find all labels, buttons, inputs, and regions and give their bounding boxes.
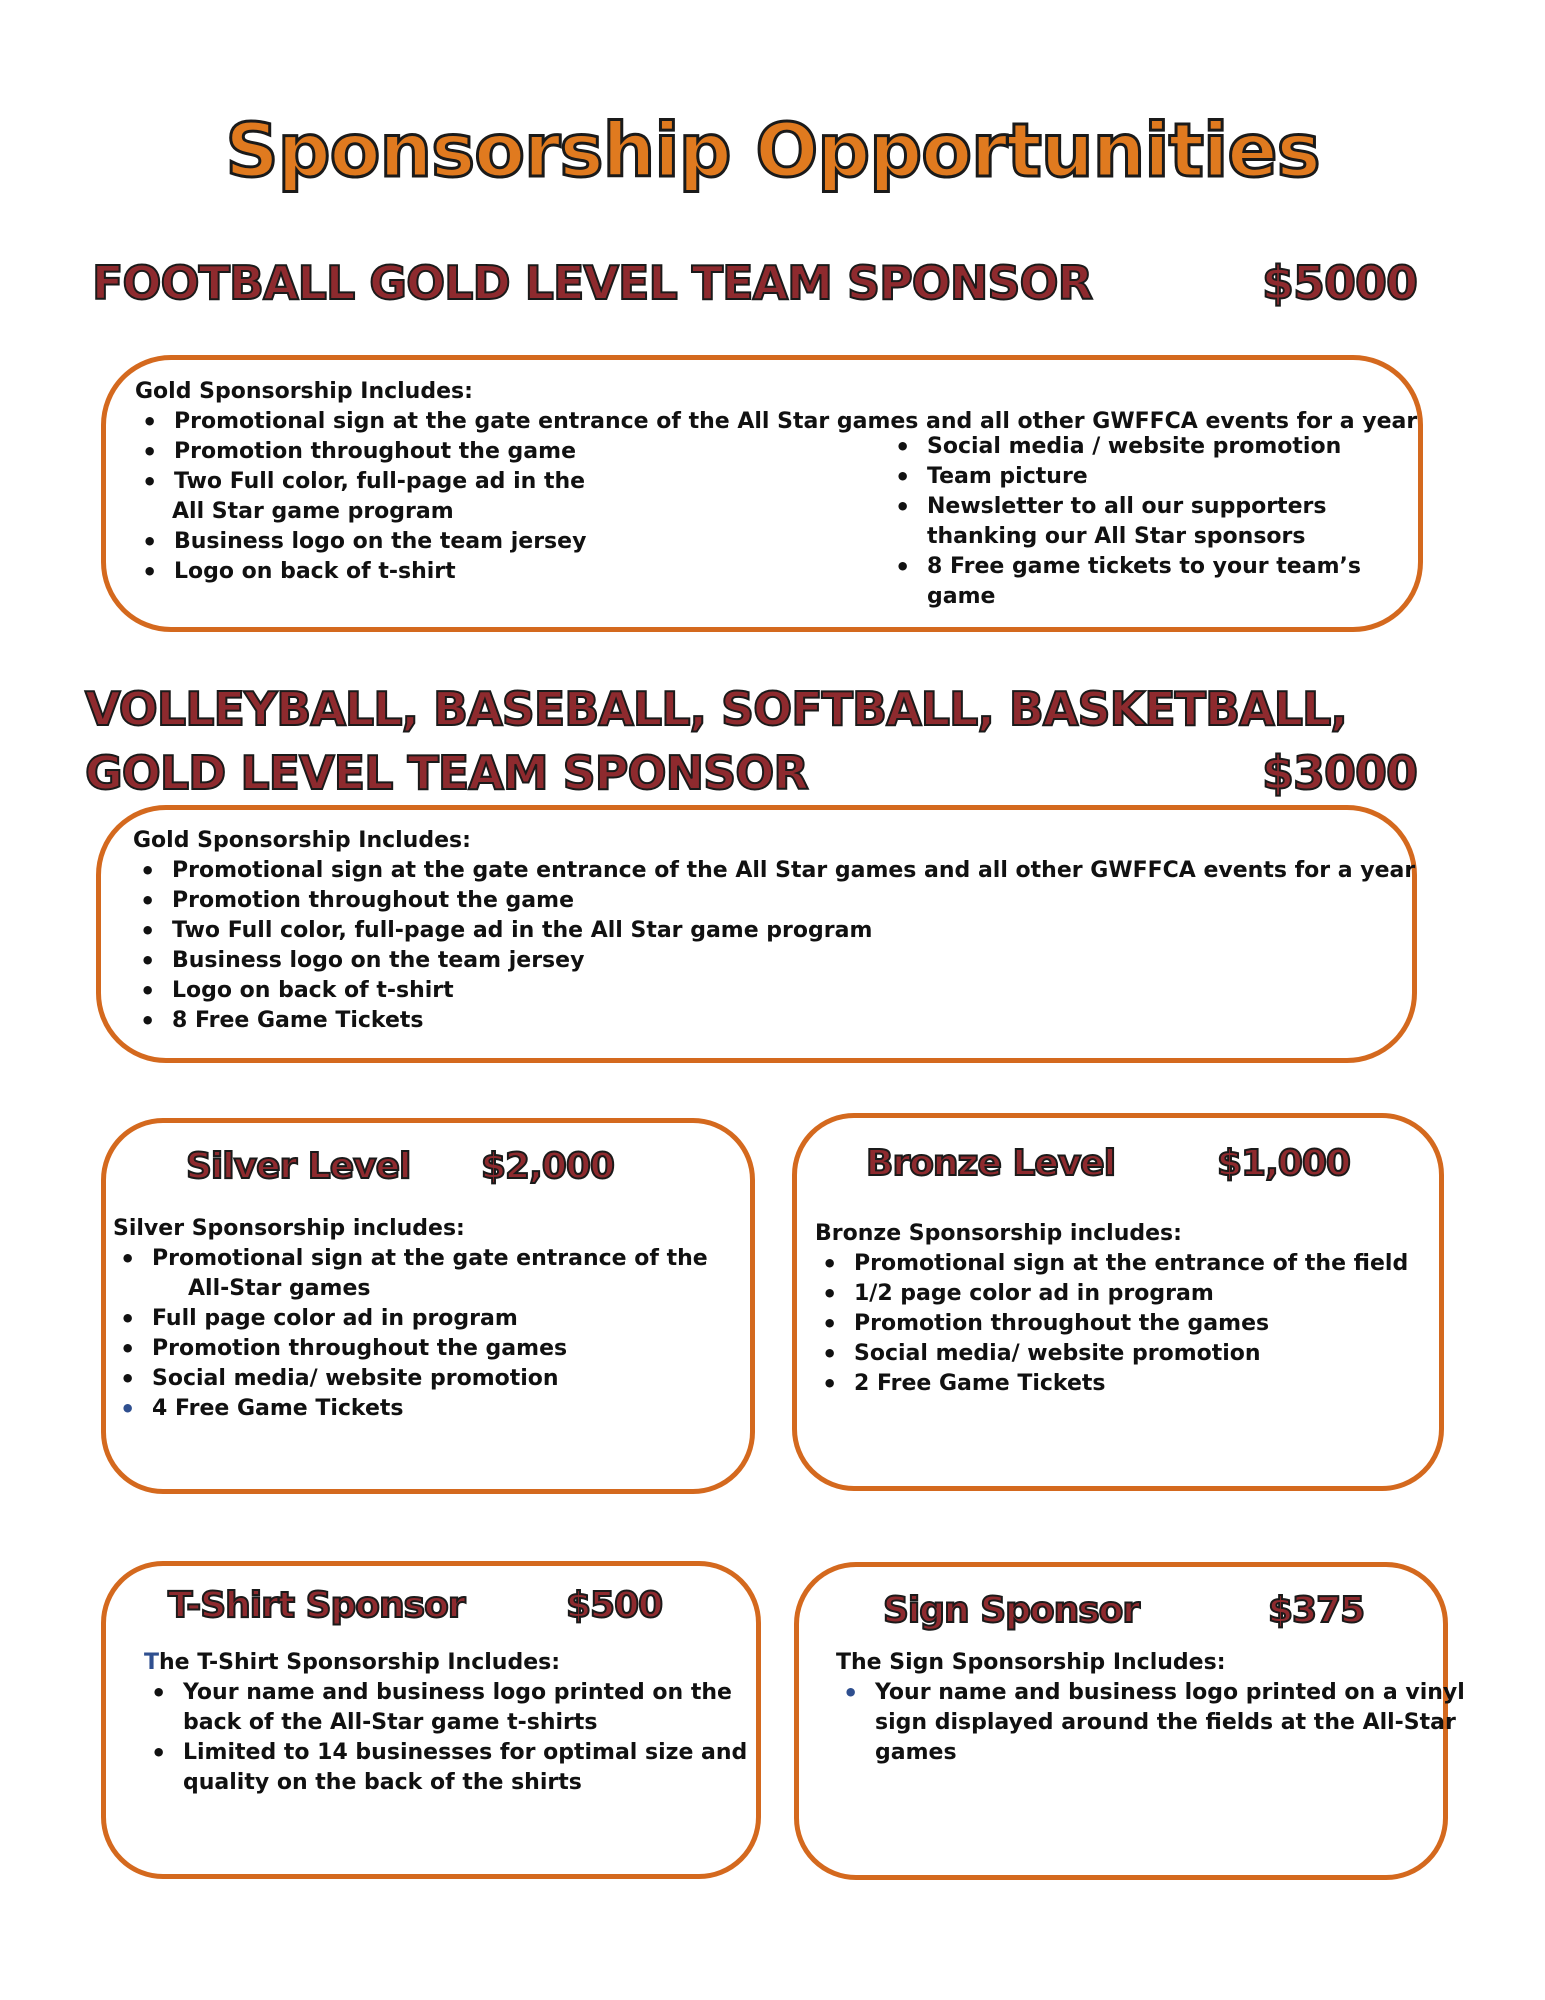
multi-price: $3000 bbox=[1262, 746, 1418, 800]
list-item: • Full page color ad in program bbox=[114, 1304, 708, 1334]
football-price: $5000 bbox=[1262, 256, 1418, 310]
list-item: • Promotional sign at the gate entrance of the All Star games and all other GWFFCA events for a year bbox=[134, 856, 1415, 886]
list-item: • Social media/ website promotion bbox=[114, 1364, 708, 1394]
multi-heading-line1: VOLLEYBALL, BASEBALL, SOFTBALL, BASKETBALL, bbox=[85, 682, 1347, 736]
list-item: • Team picture bbox=[889, 462, 1361, 492]
football-list-left bbox=[136, 437, 586, 587]
list-item: • Promotional sign at the entrance of the field bbox=[816, 1249, 1408, 1279]
multi-intro: Gold Sponsorship Includes: bbox=[133, 828, 471, 853]
list-item: • Promotional sign at the gate entrance of the bbox=[114, 1244, 708, 1274]
list-item: • Promotion throughout the game bbox=[134, 886, 1415, 916]
list-item: • Promotion throughout the games bbox=[114, 1334, 708, 1364]
sign-price: $375 bbox=[1268, 1590, 1365, 1631]
list-item-continued: quality on the back of the shirts bbox=[183, 1770, 582, 1795]
list-item-continued: games bbox=[875, 1740, 957, 1765]
list-item: • 2 Free Game Tickets bbox=[816, 1369, 1408, 1399]
silver-price: $2,000 bbox=[481, 1146, 614, 1187]
list-item: • Limited to 14 businesses for optimal size and bbox=[145, 1738, 747, 1768]
list-item: • Your name and business logo printed on the bbox=[145, 1678, 747, 1708]
bronze-intro: Bronze Sponsorship includes: bbox=[815, 1221, 1182, 1246]
list-item-continued: sign displayed around the fields at the All-Star bbox=[875, 1710, 1456, 1735]
sign-intro: The Sign Sponsorship Includes: bbox=[836, 1650, 1226, 1675]
football-intro: Gold Sponsorship Includes: bbox=[135, 379, 473, 404]
multi-heading-line2: GOLD LEVEL TEAM SPONSOR bbox=[85, 746, 808, 800]
sign-heading: Sign Sponsor bbox=[883, 1590, 1140, 1631]
list-item-continued: back of the All-Star game t-shirts bbox=[183, 1710, 598, 1735]
bronze-list bbox=[816, 1249, 1408, 1399]
silver-list bbox=[114, 1244, 708, 1424]
tshirt-intro bbox=[144, 1648, 560, 1678]
list-item: • 8 Free Game Tickets bbox=[134, 1006, 1415, 1036]
tshirt-price: $500 bbox=[566, 1585, 663, 1626]
list-item: • 8 Free game tickets to your team’s bbox=[889, 552, 1361, 582]
list-item: • Two Full color, full-page ad in the bbox=[136, 467, 586, 497]
list-item: • Business logo on the team jersey bbox=[136, 527, 586, 557]
list-item: • Newsletter to all our supporters bbox=[889, 492, 1361, 522]
silver-heading: Silver Level bbox=[186, 1146, 411, 1187]
list-item: • Promotional sign at the gate entrance of the All Star games and all other GWFFCA events for a year bbox=[136, 407, 1417, 437]
multi-list bbox=[134, 856, 1415, 1036]
list-item: • Logo on back of t-shirt bbox=[136, 557, 586, 587]
sign-list bbox=[837, 1678, 1465, 1768]
tshirt-intro-rest: he T-Shirt Sponsorship Includes: bbox=[159, 1650, 561, 1675]
list-item-continued: All Star game program bbox=[172, 499, 454, 524]
tshirt-list bbox=[145, 1678, 747, 1798]
list-item: • Promotion throughout the games bbox=[816, 1309, 1408, 1339]
list-item: • Two Full color, full-page ad in the All Star game program bbox=[134, 916, 1415, 946]
list-item: • Social media/ website promotion bbox=[816, 1339, 1408, 1369]
silver-intro: Silver Sponsorship includes: bbox=[113, 1216, 465, 1241]
list-item: • Business logo on the team jersey bbox=[134, 946, 1415, 976]
bronze-heading: Bronze Level bbox=[866, 1143, 1116, 1184]
tshirt-intro-first-letter: T bbox=[144, 1650, 160, 1675]
bronze-price: $1,000 bbox=[1217, 1143, 1350, 1184]
list-item-continued: All-Star games bbox=[188, 1276, 371, 1301]
list-item: • Promotion throughout the game bbox=[136, 437, 586, 467]
football-heading: FOOTBALL GOLD LEVEL TEAM SPONSOR bbox=[92, 256, 1093, 310]
list-item: • Your name and business logo printed on a vinyl bbox=[837, 1678, 1465, 1708]
tshirt-heading: T-Shirt Sponsor bbox=[168, 1585, 465, 1626]
list-item: • 1/2 page color ad in program bbox=[816, 1279, 1408, 1309]
list-item: • Logo on back of t-shirt bbox=[134, 976, 1415, 1006]
page-title: Sponsorship Opportunities bbox=[225, 108, 1320, 194]
football-list-right bbox=[889, 432, 1361, 612]
list-item-continued: game bbox=[927, 584, 996, 609]
list-item: • Social media / website promotion bbox=[889, 432, 1361, 462]
list-item-continued: thanking our All Star sponsors bbox=[927, 524, 1306, 549]
list-item: • 4 Free Game Tickets bbox=[114, 1394, 708, 1424]
